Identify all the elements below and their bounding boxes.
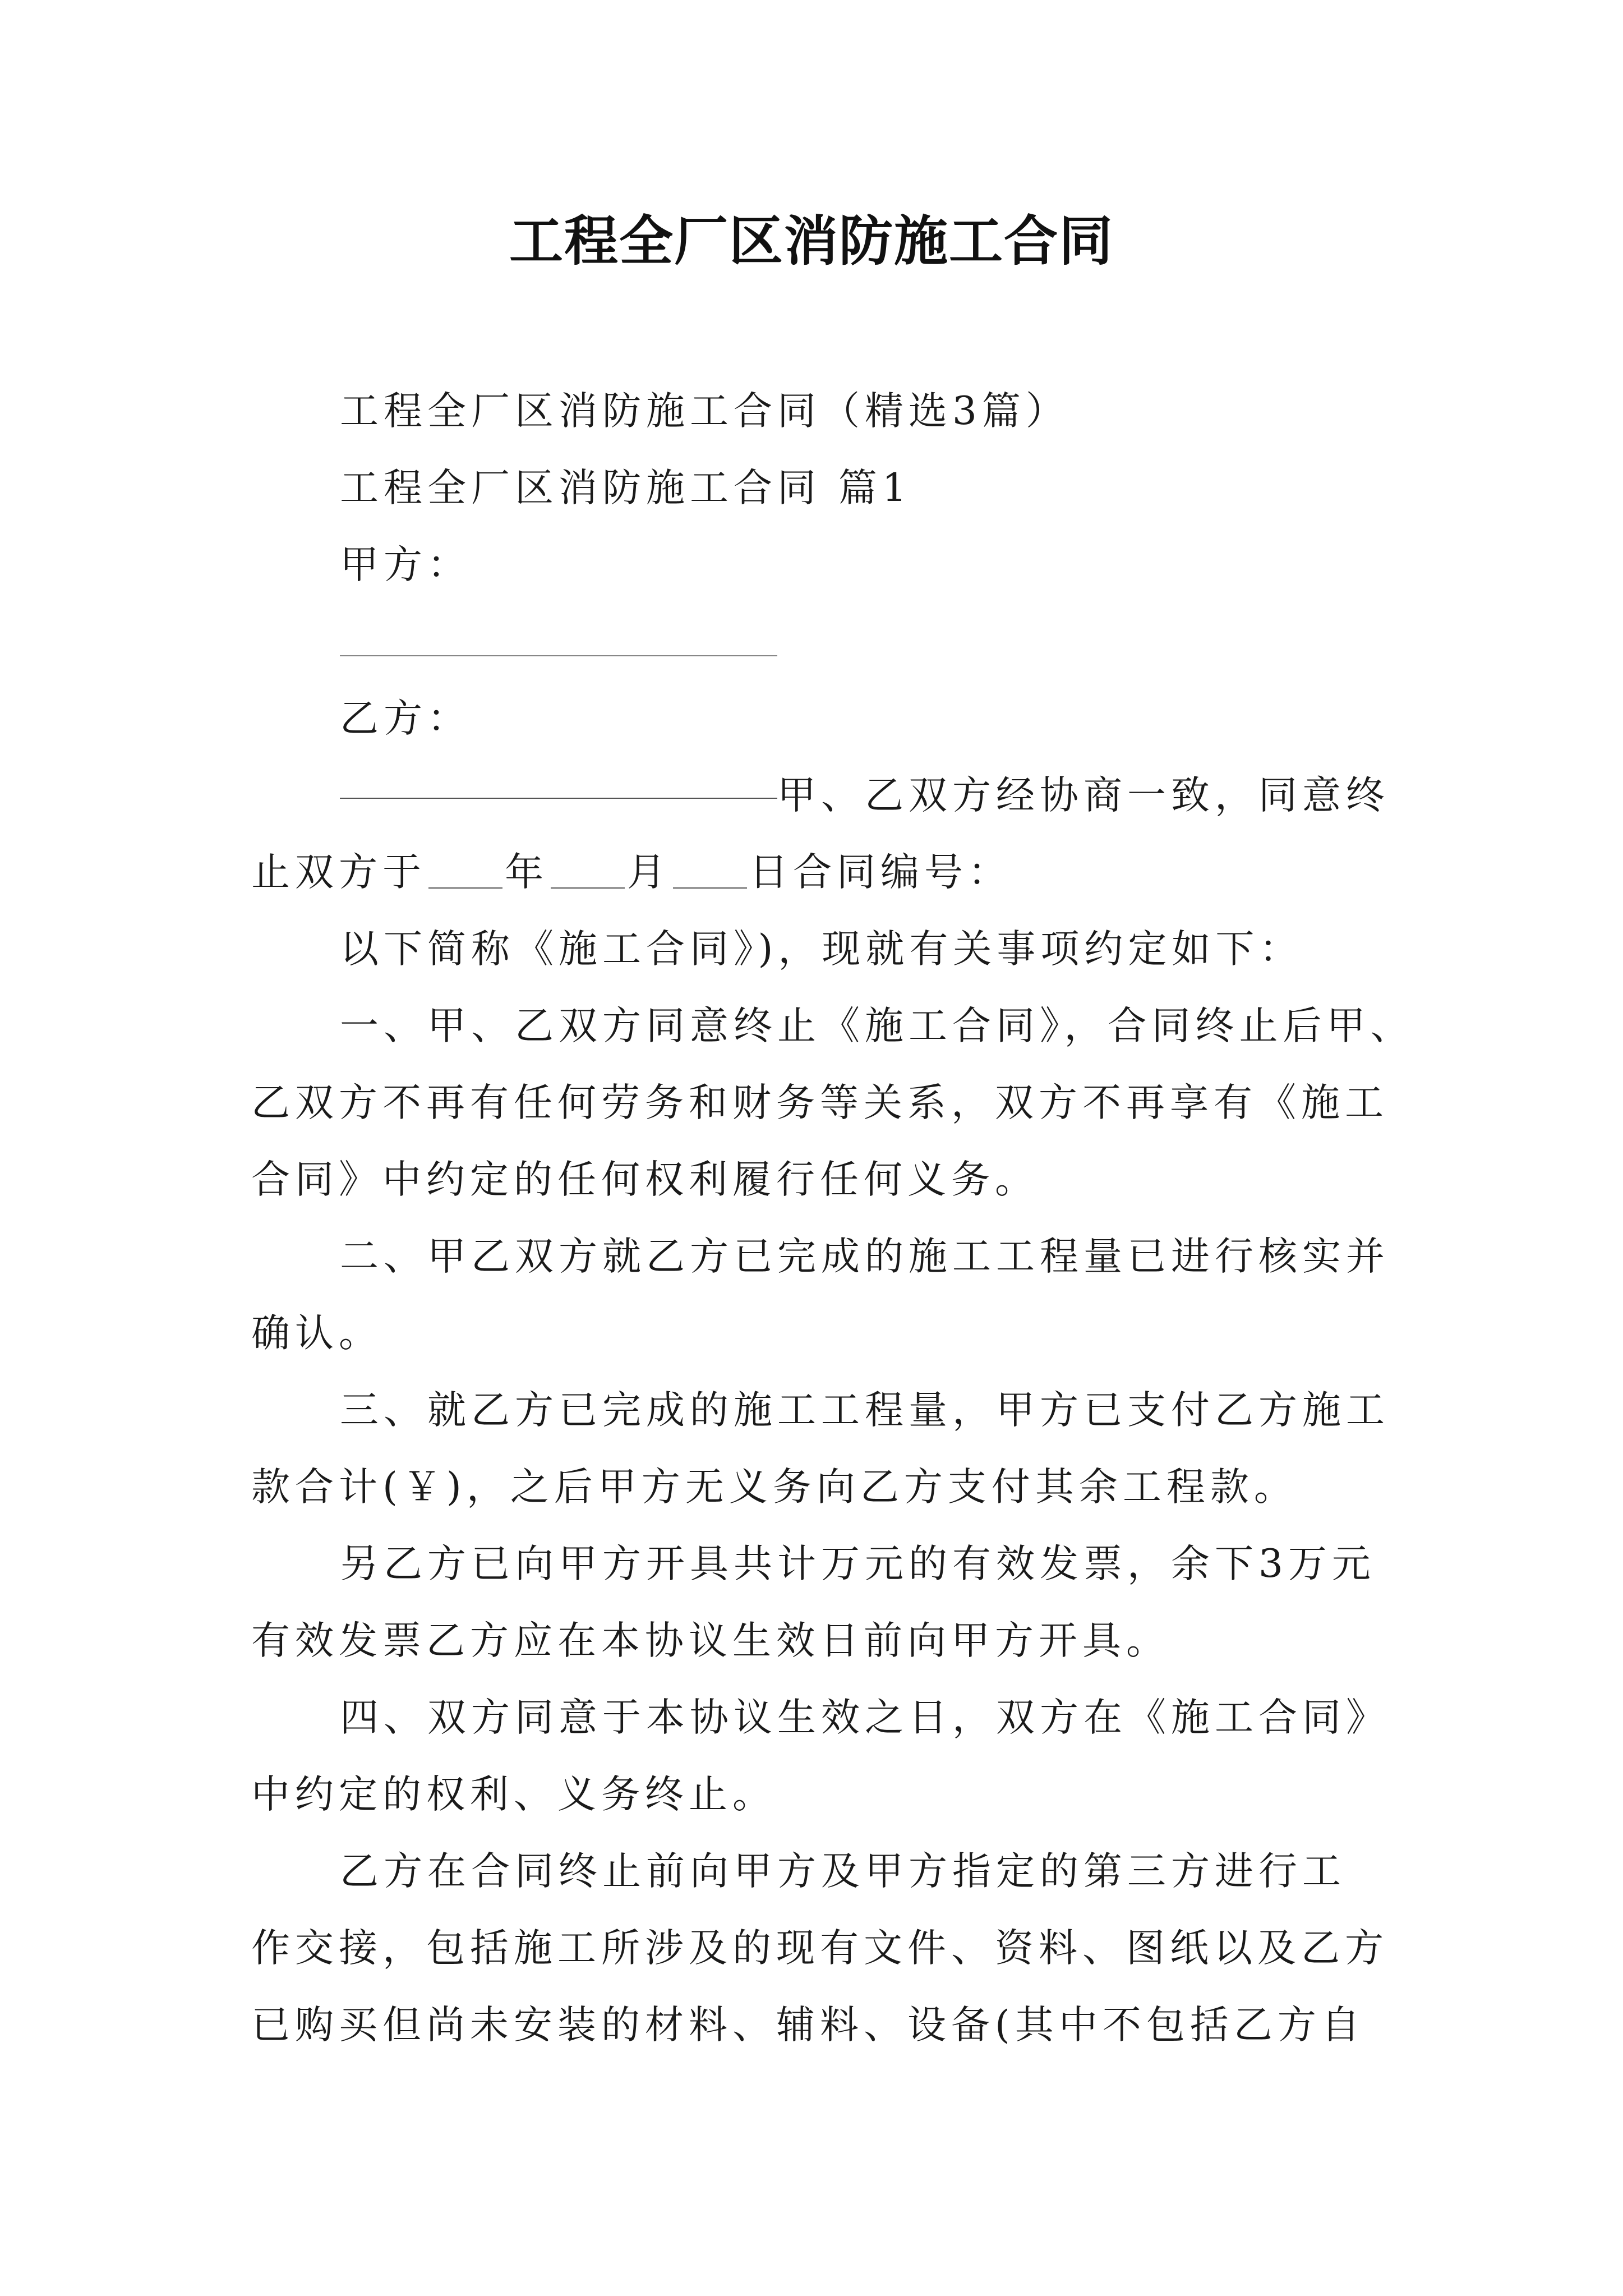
month-blank: [551, 887, 625, 889]
month-label: 月: [627, 850, 671, 895]
date-line: [251, 834, 1390, 911]
section-heading: 工程全厂区消防施工合同 篇1: [340, 466, 912, 510]
party-b-underline: [340, 798, 777, 799]
invoice-line: 有效发票乙方应在本协议生效日前向甲方开具。: [251, 1618, 1170, 1663]
paragraph-line: 以下简称《施工合同》)，现就有关事项约定如下：: [340, 927, 1303, 972]
clause-1-line: 一、甲、乙双方同意终止《施工合同》，合同终止后甲、: [340, 1004, 1414, 1048]
invoice-line: 另乙方已向甲方开具共计万元的有效发票，余下3万元: [340, 1542, 1376, 1586]
year-blank: [428, 887, 502, 889]
handover-line: 已购买但尚未安装的材料、辅料、设备(其中不包括乙方自: [251, 2003, 1365, 2047]
subtitle-line: 工程全厂区消防施工合同（精选3篇）: [340, 389, 1069, 434]
clause-1-line: 乙双方不再有任何劳务和财务等关系，双方不再享有《施工: [251, 1080, 1389, 1125]
party-b-line: [251, 757, 1390, 834]
day-blank: [673, 887, 747, 889]
clause-3-line: 三、就乙方已完成的施工工程量，甲方已支付乙方施工: [340, 1388, 1390, 1433]
handover-line: 作交接，包括施工所涉及的现有文件、资料、图纸以及乙方: [251, 1926, 1389, 1971]
document-body: [251, 373, 1414, 2064]
clause-4-line: 四、双方同意于本协议生效之日，双方在《施工合同》: [340, 1695, 1390, 1740]
clause-2-line: 二、甲乙双方就乙方已完成的施工工程量已进行核实并: [340, 1234, 1390, 1279]
party-b-label: 乙方：: [340, 696, 471, 741]
agreement-intro: 甲、乙双方经协商一致，同意终: [777, 773, 1390, 818]
year-label: 年: [505, 850, 548, 895]
party-a-underline: [340, 655, 777, 656]
clause-2-line: 确认。: [251, 1311, 382, 1356]
clause-4-line: 中约定的权利、义务终止。: [251, 1772, 776, 1817]
handover-line: 乙方在合同终止前向甲方及甲方指定的第三方进行工: [340, 1849, 1346, 1894]
clause-1-line: 合同》中约定的任何权利履行任何义务。: [251, 1157, 1039, 1202]
party-a-blank: [251, 604, 1390, 680]
document-title: 工程全厂区消防施工合同: [509, 210, 1114, 273]
day-label: 日合同编号：: [749, 850, 1012, 895]
party-a-label: 甲方：: [340, 542, 471, 587]
date-prefix: 止双方于: [251, 850, 426, 895]
clause-3-line: 款合计(￥)，之后甲方无义务向乙方支付其余工程款。: [251, 1465, 1298, 1510]
